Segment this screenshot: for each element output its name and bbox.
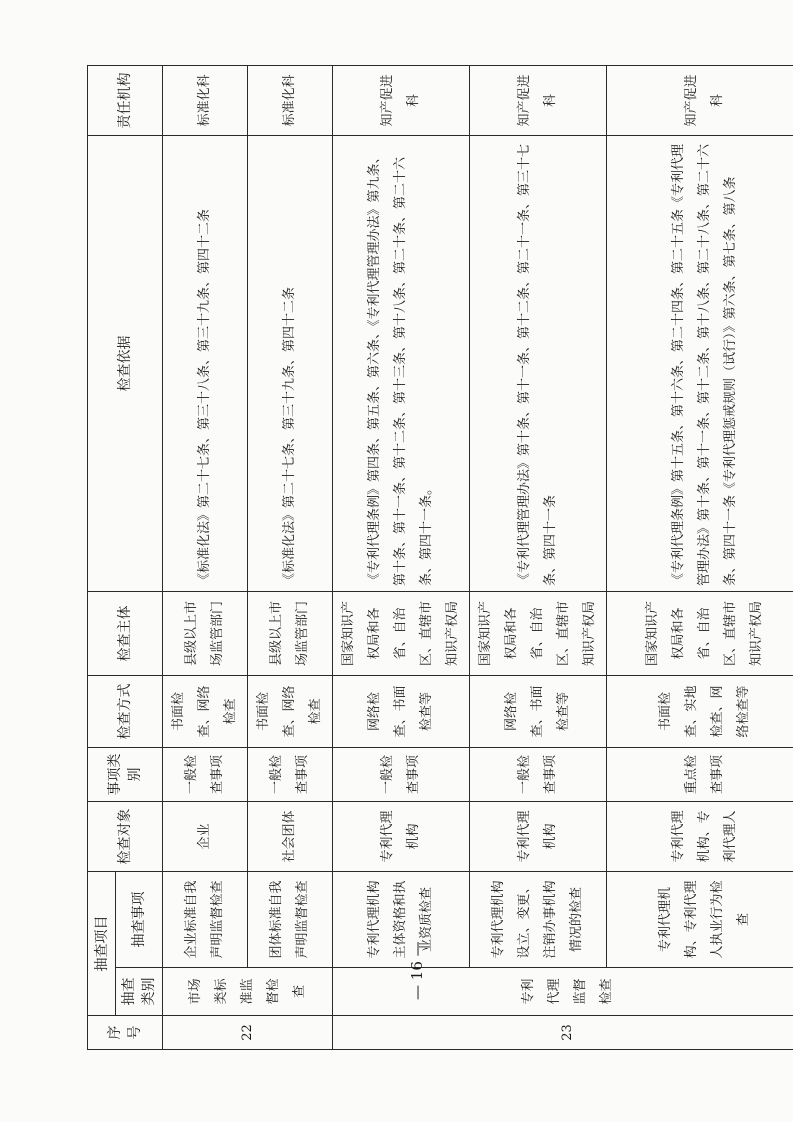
header-group: 抽查项目 — [88, 872, 116, 1016]
method-cell: 网络检查、书面检查等 — [333, 676, 470, 748]
inspection-table — [87, 65, 793, 1050]
basis-cell: 《标准化法》第二十七条、第三十八条、第三十九条、第四十二条 — [163, 136, 248, 592]
header-category: 抽查类别 — [116, 968, 163, 1016]
table-row — [248, 66, 333, 1050]
category-cell: 专利代理监督检查 — [333, 968, 793, 1016]
basis-cell: 《专利代理管理办法》第十条、第十一条、第十二条、第二十一条、第三十七条、第四十一条 — [470, 136, 607, 592]
target-cell: 专利代理机构、专利代理人 — [607, 802, 793, 872]
target-cell: 专利代理机构 — [470, 802, 607, 872]
header-type: 事项类别 — [88, 748, 163, 802]
method-cell: 书面检查、网络检查 — [248, 676, 333, 748]
header-subject: 检查主体 — [88, 592, 163, 676]
org-cell: 标准化科 — [163, 66, 248, 136]
basis-cell: 《专利代理条例》第四条、第五条、第六条、《专利代理管理办法》第九条、第十条、第十一条、第十二条、第十三条、第十八条、第二十条、第二十六条、第四十一条。 — [333, 136, 470, 592]
subject-cell: 县级以上市场监管部门 — [248, 592, 333, 676]
type-cell: 一般检查事项 — [248, 748, 333, 802]
header-basis: 检查依据 — [88, 136, 163, 592]
subject-cell: 国家知识产权局和各省、自治区、直辖市知识产权局 — [607, 592, 793, 676]
header-target: 检查对象 — [88, 802, 163, 872]
item-cell: 企业标准自我声明监督检查 — [163, 872, 248, 968]
subject-cell: 县级以上市场监管部门 — [163, 592, 248, 676]
target-cell: 企业 — [163, 802, 248, 872]
seq-number: 23 — [333, 1016, 793, 1050]
type-cell: 重点检查事项 — [607, 748, 793, 802]
method-cell: 网络检查、书面检查等 — [470, 676, 607, 748]
org-cell: 知产促进科 — [333, 66, 470, 136]
page-number-value: 16 — [408, 961, 426, 981]
target-cell: 专利代理机构 — [333, 802, 470, 872]
method-cell: 书面检查、网络检查 — [163, 676, 248, 748]
subject-cell: 国家知识产权局和各省、自治区、直辖市知识产权局 — [333, 592, 470, 676]
page-number: — 16 — — [408, 941, 426, 1000]
seq-number: 22 — [163, 1016, 333, 1050]
table-row — [163, 66, 248, 1050]
category-cell: 市场类标准监督检查 — [163, 968, 333, 1016]
org-cell: 知产促进科 — [607, 66, 793, 136]
item-cell: 专利代理机构设立、变更、注销办事机构情况的检查 — [470, 872, 607, 968]
type-cell: 一般检查事项 — [470, 748, 607, 802]
type-cell: 一般检查事项 — [333, 748, 470, 802]
type-cell: 一般检查事项 — [163, 748, 248, 802]
basis-cell: 《专利代理条例》第十五条、第十六条、第二十四条、第二十五条《专利代理管理办法》第十条、第十一条、第十二条、第十八条、第二十八条、第二十六条、第四十一条《专利代理惩戒规则（试行）》第六条、第七条、第八条 — [607, 136, 793, 592]
method-cell: 书面检查、实地检查、网络检查等 — [607, 676, 793, 748]
org-cell: 标准化科 — [248, 66, 333, 136]
header-seq: 序号 — [88, 1016, 163, 1050]
basis-cell: 《标准化法》第二十七条、第三十九条、第四十二条 — [248, 136, 333, 592]
table-row — [470, 66, 607, 1050]
table-row — [333, 66, 470, 1050]
item-cell: 专利代理机构主体资格和执业资质检查 — [333, 872, 470, 968]
subject-cell: 国家知识产权局和各省、自治区、直辖市知识产权局 — [470, 592, 607, 676]
header-item: 抽查事项 — [116, 872, 163, 968]
table-row — [607, 66, 793, 1050]
header-org: 责任机构 — [88, 66, 163, 136]
item-cell: 团体标准自我声明监督检查 — [248, 872, 333, 968]
org-cell: 知产促进科 — [470, 66, 607, 136]
header-method: 检查方式 — [88, 676, 163, 748]
target-cell: 社会团体 — [248, 802, 333, 872]
item-cell: 专利代理机构、专利代理人执业行为检查 — [607, 872, 793, 968]
